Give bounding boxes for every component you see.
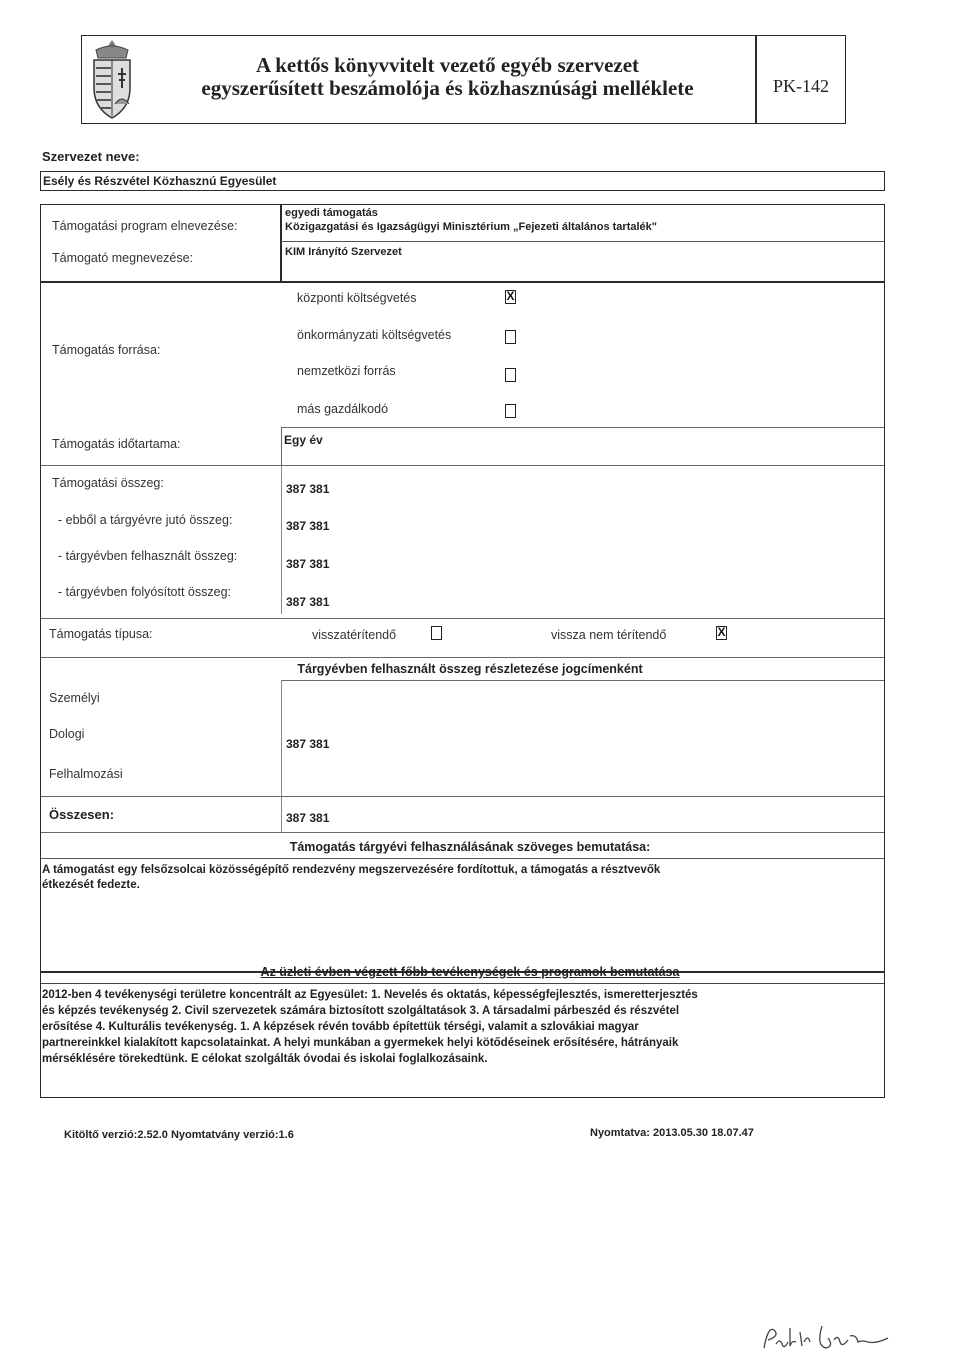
handwritten-signature [760, 1318, 900, 1358]
type-row-line [41, 618, 884, 619]
source-option-label: központi költségvetés [297, 291, 417, 305]
source-checkbox[interactable] [505, 404, 516, 418]
amount-value: 387 381 [286, 595, 330, 609]
activities-text-line: mérséklésére törekedtünk. E célokat szolgálták óvodai és iskolai foglalkozásaink. [42, 1053, 488, 1065]
source-option-label: önkormányzati költségvetés [297, 328, 452, 342]
version-info: Kitöltő verzió:2.52.0 Nyomtatvány verzió:1.6 [64, 1129, 294, 1141]
amount-value-column-line [281, 466, 282, 614]
breakdown-row-label: Személyi [49, 691, 100, 705]
total-row-line [41, 796, 884, 797]
frame-left-column-bg [280, 205, 282, 281]
duration-row-line [282, 427, 884, 428]
coat-of-arms-logo [84, 38, 140, 122]
activities-text-line: partnereinkkel kialakított kapcsolatainkat. A helyi munkában a gyermekek helyi kötődéseinek erősítésére, hátrányaik [42, 1037, 679, 1049]
form-code: PK-142 [772, 76, 829, 96]
amount-label: - tárgyévben folyósított összeg: [58, 585, 232, 599]
source-option-label: nemzetközi forrás [297, 364, 396, 378]
total-value: 387 381 [286, 811, 330, 825]
grantor-row-line [41, 281, 884, 283]
usage-top-line [41, 832, 884, 833]
grantor-value: KIM Irányító Szervezet [285, 246, 402, 258]
source-option-label: más gazdálkodó [297, 402, 389, 416]
type-label: Támogatás típusa: [49, 627, 153, 641]
grantor-label: Támogató megnevezése: [52, 251, 194, 265]
duration-cell-divider [281, 427, 282, 465]
type-nonrefundable-checkbox[interactable]: X [717, 625, 726, 639]
source-label: Támogatás forrása: [52, 343, 161, 357]
duration-row-bottom [41, 465, 884, 466]
amount-value: 387 381 [286, 557, 330, 571]
program-label: Támogatási program elnevezése: [52, 219, 238, 233]
activities-text-line: és képzés tevékenység 2. Civil szervezetek számára biztosított szolgáltatások 3. A társadalmi párbeszéd és részvétel [42, 1005, 680, 1017]
source-checkbox[interactable] [505, 368, 516, 382]
total-label: Összesen: [49, 807, 115, 822]
usage-text-line: A támogatást egy felsőzsolcai közösségépítő rendezvény megszervezésére fordítottuk, a támogatás a résztvevők [42, 864, 661, 876]
breakdown-row-value: 387 381 [286, 737, 330, 751]
activities-title: Az üzleti évben végzett főbb tevékenységek és programok bemutatása [260, 965, 680, 979]
breakdown-row-label: Felhalmozási [49, 767, 123, 781]
print-timestamp: Nyomtatva: 2013.05.30 18.07.47 [590, 1127, 754, 1139]
usage-text-top-line [41, 858, 884, 859]
amount-label: - ebből a tárgyévre jutó összeg: [58, 513, 233, 527]
program-value-line2: Közigazgatási és Igazságügyi Minisztérium „Fejezeti általános tartalék" [285, 221, 657, 233]
type-nonrefundable-label: vissza nem térítendő [551, 628, 667, 642]
organization-name: Esély és Részvétel Közhasznú Egyesület [43, 174, 277, 188]
usage-text-line: étkezését fedezte. [42, 879, 140, 891]
breakdown-top-line [41, 657, 884, 658]
breakdown-label-column-line [281, 680, 282, 832]
form-title-line1: A kettős könyvvitelt vezető egyéb szervezet [255, 53, 640, 77]
breakdown-title: Tárgyévben felhasznált összeg részletezése jogcímenként [297, 662, 643, 676]
breakdown-row-label: Dologi [49, 727, 85, 741]
duration-value: Egy év [284, 433, 323, 447]
duration-label: Támogatás időtartama: [52, 437, 181, 451]
amount-label: - tárgyévben felhasznált összeg: [58, 549, 238, 563]
program-row-line [281, 241, 884, 242]
breakdown-header-line [282, 680, 884, 681]
amount-label: Támogatási összeg: [52, 476, 164, 490]
amount-value: 387 381 [286, 482, 330, 496]
activities-text-line: 2012-ben 4 tevékenységi területre koncentrált az Egyesület: 1. Nevelés és oktatás, képességfejlesztés, ismeretterjesztés [42, 989, 698, 1001]
type-refundable-label: visszatérítendő [312, 628, 397, 642]
type-refundable-checkbox[interactable] [431, 626, 442, 640]
source-checkbox[interactable]: X [506, 289, 515, 303]
organization-label: Szervezet neve: [42, 149, 140, 164]
source-checkbox[interactable] [505, 330, 516, 344]
usage-title: Támogatás tárgyévi felhasználásának szöveges bemutatása: [289, 840, 651, 854]
form-title-line2: egyszerűsített beszámolója és közhasznúsági melléklete [201, 76, 694, 100]
program-value-line1: egyedi támogatás [285, 207, 378, 219]
amount-value: 387 381 [286, 519, 330, 533]
activities-text-line: erősítése 4. Kulturális tevékenység. 1. A képzések révén tovább építettük térségi, valamit a szlovákiai magyar [42, 1021, 639, 1033]
